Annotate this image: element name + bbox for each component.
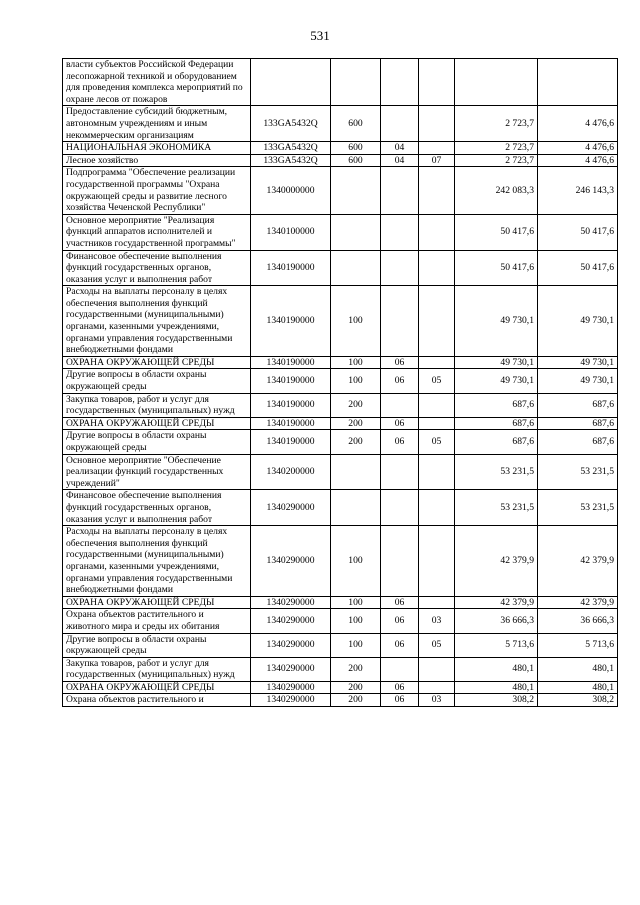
amount-year-2: 49 730,1: [538, 369, 618, 393]
section-code: [381, 393, 419, 417]
amount-year-1: 49 730,1: [455, 286, 538, 357]
amount-year-2: 480,1: [538, 657, 618, 681]
amount-year-2: 4 476,6: [538, 142, 618, 155]
subsection-code: [419, 417, 455, 430]
amount-year-1: 687,6: [455, 417, 538, 430]
table-row: [63, 694, 618, 707]
target-article-code: 1340290000: [251, 609, 331, 633]
target-article-code: 133GA5432Q: [251, 142, 331, 155]
row-name: Предоставление субсидий бюджетным, автономным учреждениям и иным некоммерческим организациям: [63, 106, 251, 142]
amount-year-2: 687,6: [538, 430, 618, 454]
subsection-code: [419, 454, 455, 490]
subsection-code: [419, 167, 455, 214]
table-row: [63, 596, 618, 609]
amount-year-2: 480,1: [538, 681, 618, 694]
target-article-code: 1340190000: [251, 369, 331, 393]
table-row: [63, 490, 618, 526]
section-code: [381, 106, 419, 142]
row-name: Расходы на выплаты персоналу в целях обеспечения выполнения функций государственными (муниципальными) органами, казенными учреждениями, органами управления государственными внебюджетными фондами: [63, 526, 251, 597]
expense-type-code: [331, 250, 381, 286]
target-article-code: 1340290000: [251, 490, 331, 526]
subsection-code: [419, 681, 455, 694]
subsection-code: [419, 59, 455, 106]
expense-type-code: 600: [331, 106, 381, 142]
target-article-code: 1340290000: [251, 526, 331, 597]
amount-year-1: 687,6: [455, 393, 538, 417]
row-name: Другие вопросы в области охраны окружающей среды: [63, 430, 251, 454]
expense-type-code: 200: [331, 657, 381, 681]
section-code: [381, 167, 419, 214]
expense-type-code: 200: [331, 430, 381, 454]
amount-year-2: 53 231,5: [538, 490, 618, 526]
amount-year-2: 49 730,1: [538, 356, 618, 369]
expense-type-code: [331, 167, 381, 214]
target-article-code: 133GA5432Q: [251, 106, 331, 142]
target-article-code: 1340190000: [251, 286, 331, 357]
expense-type-code: 100: [331, 369, 381, 393]
expense-type-code: 100: [331, 633, 381, 657]
row-name: ОХРАНА ОКРУЖАЮЩЕЙ СРЕДЫ: [63, 417, 251, 430]
row-name: Расходы на выплаты персоналу в целях обеспечения выполнения функций государственными (муниципальными) органами, казенными учреждениями, органами управления государственными внебюджетными фондами: [63, 286, 251, 357]
amount-year-2: 42 379,9: [538, 596, 618, 609]
section-code: [381, 286, 419, 357]
expense-type-code: 200: [331, 694, 381, 707]
target-article-code: [251, 59, 331, 106]
target-article-code: 1340190000: [251, 356, 331, 369]
expense-type-code: [331, 490, 381, 526]
target-article-code: 1340200000: [251, 454, 331, 490]
table-row: [63, 106, 618, 142]
amount-year-1: 2 723,7: [455, 154, 538, 167]
amount-year-1: 2 723,7: [455, 106, 538, 142]
expense-type-code: 200: [331, 393, 381, 417]
section-code: 04: [381, 154, 419, 167]
row-name: Финансовое обеспечение выполнения функций государственных органов, оказания услуг и выполнения работ: [63, 250, 251, 286]
amount-year-2: 50 417,6: [538, 214, 618, 250]
amount-year-1: 53 231,5: [455, 490, 538, 526]
section-code: 06: [381, 430, 419, 454]
section-code: [381, 657, 419, 681]
subsection-code: [419, 490, 455, 526]
target-article-code: 1340190000: [251, 430, 331, 454]
row-name: власти субъектов Российской Федерации лесопожарной техникой и оборудованием для проведения комплекса мероприятий по охране лесов от пожаров: [63, 59, 251, 106]
section-code: 06: [381, 609, 419, 633]
section-code: [381, 214, 419, 250]
amount-year-2: 4 476,6: [538, 154, 618, 167]
expense-type-code: [331, 59, 381, 106]
target-article-code: 1340290000: [251, 596, 331, 609]
row-name: Основное мероприятие "Обеспечение реализации функций государственных учреждений": [63, 454, 251, 490]
amount-year-1: 480,1: [455, 657, 538, 681]
expense-type-code: 100: [331, 596, 381, 609]
subsection-code: [419, 526, 455, 597]
subsection-code: [419, 356, 455, 369]
section-code: [381, 250, 419, 286]
amount-year-1: 687,6: [455, 430, 538, 454]
expense-type-code: 600: [331, 142, 381, 155]
expense-type-code: 200: [331, 681, 381, 694]
table-row: [63, 154, 618, 167]
section-code: 06: [381, 596, 419, 609]
amount-year-2: 5 713,6: [538, 633, 618, 657]
table-row: [63, 393, 618, 417]
amount-year-1: 49 730,1: [455, 356, 538, 369]
expense-type-code: [331, 454, 381, 490]
amount-year-1: 308,2: [455, 694, 538, 707]
table-row: [63, 142, 618, 155]
section-code: 06: [381, 633, 419, 657]
amount-year-2: 246 143,3: [538, 167, 618, 214]
table-row: [63, 369, 618, 393]
target-article-code: 133GA5432Q: [251, 154, 331, 167]
expense-type-code: 100: [331, 356, 381, 369]
section-code: [381, 526, 419, 597]
amount-year-1: 5 713,6: [455, 633, 538, 657]
section-code: 04: [381, 142, 419, 155]
table-row: [63, 417, 618, 430]
amount-year-1: 49 730,1: [455, 369, 538, 393]
row-name: Лесное хозяйство: [63, 154, 251, 167]
subsection-code: 03: [419, 694, 455, 707]
section-code: 06: [381, 417, 419, 430]
table-row: [63, 454, 618, 490]
target-article-code: 1340000000: [251, 167, 331, 214]
table-row: [63, 681, 618, 694]
section-code: [381, 454, 419, 490]
target-article-code: 1340190000: [251, 393, 331, 417]
amount-year-2: 49 730,1: [538, 286, 618, 357]
row-name: ОХРАНА ОКРУЖАЮЩЕЙ СРЕДЫ: [63, 681, 251, 694]
subsection-code: [419, 250, 455, 286]
row-name: Охрана объектов растительного и животного мира и среды их обитания: [63, 609, 251, 633]
amount-year-2: 42 379,9: [538, 526, 618, 597]
section-code: 06: [381, 681, 419, 694]
expense-type-code: 100: [331, 286, 381, 357]
table-row: [63, 214, 618, 250]
subsection-code: [419, 214, 455, 250]
section-code: [381, 490, 419, 526]
table-row: [63, 286, 618, 357]
section-code: 06: [381, 369, 419, 393]
expense-type-code: 100: [331, 526, 381, 597]
row-name: Подпрограмма "Обеспечение реализации государственной программы "Охрана окружающей среды и развитие лесного хозяйства Чеченской Республики": [63, 167, 251, 214]
amount-year-1: [455, 59, 538, 106]
amount-year-1: 242 083,3: [455, 167, 538, 214]
subsection-code: 05: [419, 633, 455, 657]
row-name: Другие вопросы в области охраны окружающей среды: [63, 633, 251, 657]
amount-year-2: 687,6: [538, 393, 618, 417]
amount-year-2: 687,6: [538, 417, 618, 430]
amount-year-1: 42 379,9: [455, 596, 538, 609]
expense-type-code: 100: [331, 609, 381, 633]
amount-year-2: 308,2: [538, 694, 618, 707]
table-row: [63, 526, 618, 597]
table-row: [63, 430, 618, 454]
table-row: [63, 609, 618, 633]
amount-year-2: 50 417,6: [538, 250, 618, 286]
target-article-code: 1340290000: [251, 681, 331, 694]
row-name: ОХРАНА ОКРУЖАЮЩЕЙ СРЕДЫ: [63, 356, 251, 369]
amount-year-1: 53 231,5: [455, 454, 538, 490]
budget-table: [62, 58, 618, 707]
target-article-code: 1340190000: [251, 417, 331, 430]
target-article-code: 1340290000: [251, 633, 331, 657]
expense-type-code: 200: [331, 417, 381, 430]
row-name: Закупка товаров, работ и услуг для государственных (муниципальных) нужд: [63, 393, 251, 417]
row-name: Другие вопросы в области охраны окружающей среды: [63, 369, 251, 393]
subsection-code: 03: [419, 609, 455, 633]
table-row: [63, 167, 618, 214]
page-number: 531: [310, 28, 330, 43]
amount-year-1: 2 723,7: [455, 142, 538, 155]
subsection-code: 05: [419, 430, 455, 454]
subsection-code: [419, 657, 455, 681]
row-name: Финансовое обеспечение выполнения функций государственных органов, оказания услуг и выполнения работ: [63, 490, 251, 526]
amount-year-1: 36 666,3: [455, 609, 538, 633]
target-article-code: 1340190000: [251, 250, 331, 286]
target-article-code: 1340100000: [251, 214, 331, 250]
subsection-code: [419, 393, 455, 417]
target-article-code: 1340290000: [251, 694, 331, 707]
amount-year-1: 50 417,6: [455, 250, 538, 286]
amount-year-2: 36 666,3: [538, 609, 618, 633]
row-name: Основное мероприятие "Реализация функций аппаратов исполнителей и участников государственной программы": [63, 214, 251, 250]
section-code: 06: [381, 356, 419, 369]
row-name: ОХРАНА ОКРУЖАЮЩЕЙ СРЕДЫ: [63, 596, 251, 609]
subsection-code: [419, 596, 455, 609]
table-row: [63, 356, 618, 369]
subsection-code: [419, 142, 455, 155]
amount-year-2: [538, 59, 618, 106]
table-row: [63, 657, 618, 681]
amount-year-1: 480,1: [455, 681, 538, 694]
table-row: [63, 250, 618, 286]
amount-year-1: 50 417,6: [455, 214, 538, 250]
row-name: НАЦИОНАЛЬНАЯ ЭКОНОМИКА: [63, 142, 251, 155]
section-code: 06: [381, 694, 419, 707]
amount-year-1: 42 379,9: [455, 526, 538, 597]
subsection-code: [419, 106, 455, 142]
subsection-code: 07: [419, 154, 455, 167]
subsection-code: [419, 286, 455, 357]
amount-year-2: 4 476,6: [538, 106, 618, 142]
table-row: [63, 59, 618, 106]
expense-type-code: [331, 214, 381, 250]
expense-type-code: 600: [331, 154, 381, 167]
row-name: Закупка товаров, работ и услуг для государственных (муниципальных) нужд: [63, 657, 251, 681]
table-row: [63, 633, 618, 657]
row-name: Охрана объектов растительного и: [63, 694, 251, 707]
target-article-code: 1340290000: [251, 657, 331, 681]
section-code: [381, 59, 419, 106]
subsection-code: 05: [419, 369, 455, 393]
amount-year-2: 53 231,5: [538, 454, 618, 490]
